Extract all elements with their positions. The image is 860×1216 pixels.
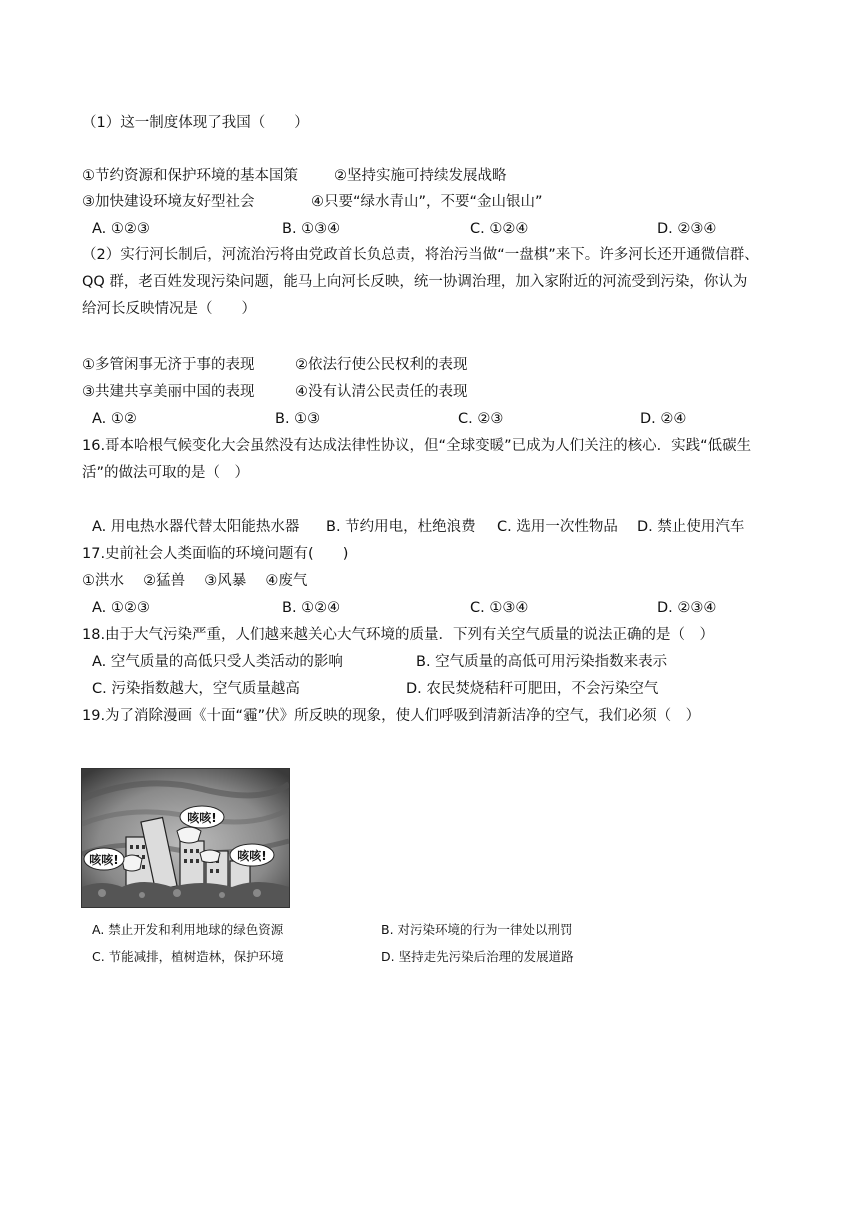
q15-sub1-stem: （1）这一制度体现了我国（ ） bbox=[82, 115, 309, 131]
q17-items: ①洪水 ②猛兽 ③风暴 ④废气 bbox=[82, 573, 308, 589]
q15-sub2-stem-line3: 给河长反映情况是（ ） bbox=[82, 301, 256, 317]
q15-sub1-option-c[interactable]: C. ①②④ bbox=[470, 221, 529, 237]
q17-option-d[interactable]: D. ②③④ bbox=[657, 600, 717, 616]
q16-stem-line2: 活”的做法可取的是（ ） bbox=[82, 465, 250, 481]
q15-sub2-item2: ②依法行使公民权利的表现 bbox=[295, 357, 468, 373]
smog-cartoon-image bbox=[81, 768, 290, 908]
q15-sub2-option-b[interactable]: B. ①③ bbox=[275, 411, 321, 427]
q15-sub1-item4: ④只要“绿水青山”，不要“金山银山” bbox=[311, 194, 543, 210]
q18-option-b[interactable]: B. 空气质量的高低可用污染指数来表示 bbox=[416, 654, 668, 670]
cartoon-cough-text-1: 咳咳! bbox=[187, 811, 217, 825]
q15-sub1-option-a[interactable]: A. ①②③ bbox=[92, 221, 150, 237]
q15-sub2-item4: ④没有认清公民责任的表现 bbox=[295, 384, 468, 400]
q15-sub2-stem-line1: （2）实行河长制后，河流治污将由党政首长负总责，将治污当做“一盘棋”来下。许多河长还开通微信群、 bbox=[82, 247, 759, 263]
q15-sub2-stem-line2: QQ 群，老百姓发现污染问题，能马上向河长反映，统一协调治理，加入家附近的河流受到污染，你认为 bbox=[82, 274, 748, 290]
q19-option-c[interactable]: C. 节能减排，植树造林，保护环境 bbox=[92, 949, 284, 964]
q17-option-b[interactable]: B. ①②④ bbox=[282, 600, 341, 616]
q15-sub1-item2: ②坚持实施可持续发展战略 bbox=[334, 168, 507, 184]
q15-sub1-option-d[interactable]: D. ②③④ bbox=[657, 221, 717, 237]
cartoon-cough-text-2: 咳咳! bbox=[89, 853, 119, 867]
smog-cartoon-drawing bbox=[82, 769, 289, 907]
q15-sub1-item3: ③加快建设环境友好型社会 bbox=[82, 194, 255, 210]
q18-option-c[interactable]: C. 污染指数越大，空气质量越高 bbox=[92, 681, 300, 697]
q15-sub2-option-d[interactable]: D. ②④ bbox=[640, 411, 687, 427]
q15-sub2-item1: ①多管闲事无济于事的表现 bbox=[82, 357, 255, 373]
q19-option-a[interactable]: A. 禁止开发和利用地球的绿色资源 bbox=[92, 922, 284, 937]
q18-option-a[interactable]: A. 空气质量的高低只受人类活动的影响 bbox=[92, 654, 343, 670]
q17-option-a[interactable]: A. ①②③ bbox=[92, 600, 150, 616]
q19-stem: 19.为了消除漫画《十面“霾”伏》所反映的现象，使人们呼吸到清新洁净的空气，我们必须（ ） bbox=[82, 708, 701, 724]
q15-sub2-option-a[interactable]: A. ①② bbox=[92, 411, 137, 427]
q19-option-b[interactable]: B. 对污染环境的行为一律处以刑罚 bbox=[381, 922, 573, 937]
q16-option-c[interactable]: C. 选用一次性物品 bbox=[497, 519, 618, 535]
q17-stem: 17.史前社会人类面临的环境问题有( ) bbox=[82, 546, 349, 562]
q18-option-d[interactable]: D. 农民焚烧秸秆可肥田，不会污染空气 bbox=[406, 681, 659, 697]
q16-option-d[interactable]: D. 禁止使用汽车 bbox=[637, 519, 745, 535]
q16-stem-line1: 16.哥本哈根气候变化大会虽然没有达成法律性协议，但“全球变暖”已成为人们关注的核心．实践“低碳生 bbox=[82, 438, 752, 454]
q16-option-b[interactable]: B. 节约用电，杜绝浪费 bbox=[326, 519, 476, 535]
q15-sub2-item3: ③共建共享美丽中国的表现 bbox=[82, 384, 255, 400]
q15-sub1-option-b[interactable]: B. ①③④ bbox=[282, 221, 341, 237]
q15-sub2-option-c[interactable]: C. ②③ bbox=[458, 411, 504, 427]
q18-stem: 18.由于大气污染严重，人们越来越关心大气环境的质量．下列有关空气质量的说法正确的是（ ） bbox=[82, 627, 715, 643]
cartoon-cough-text-3: 咳咳! bbox=[237, 849, 267, 863]
q17-option-c[interactable]: C. ①③④ bbox=[470, 600, 529, 616]
q19-option-d[interactable]: D. 坚持走先污染后治理的发展道路 bbox=[381, 949, 574, 964]
q16-option-a[interactable]: A. 用电热水器代替太阳能热水器 bbox=[92, 519, 300, 535]
q15-sub1-item1: ①节约资源和保护环境的基本国策 bbox=[82, 168, 298, 184]
